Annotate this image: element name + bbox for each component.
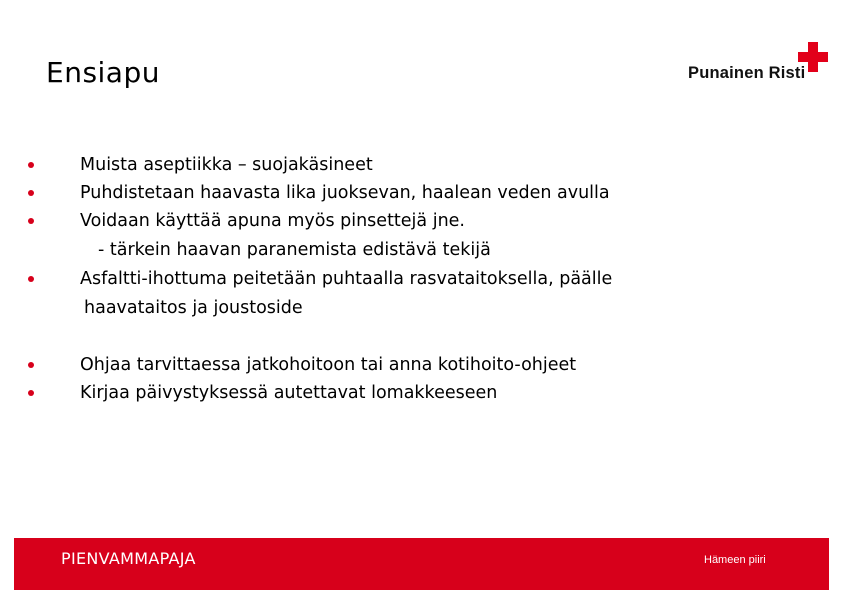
red-cross-logo: [688, 42, 828, 87]
footer-region: Hämeen piiri: [704, 554, 766, 566]
red-cross-icon: [798, 42, 828, 72]
bullet-icon: [28, 362, 34, 368]
list-item: Ohjaa tarvittaessa jatkohoitoon tai anna kotihoito-ohjeet: [80, 355, 577, 375]
logo-text: Punainen Risti: [688, 64, 806, 82]
slide-title: Ensiapu: [46, 56, 160, 89]
bullet-icon: [28, 390, 34, 396]
list-item: Kirjaa päivystyksessä autettavat lomakkeeseen: [80, 383, 498, 403]
list-item-continuation: haavataitos ja joustoside: [84, 298, 303, 318]
bullet-icon: [28, 276, 34, 282]
bullet-icon: [28, 190, 34, 196]
list-item: Muista aseptiikka – suojakäsineet: [80, 155, 373, 175]
bullet-icon: [28, 162, 34, 168]
list-item: Voidaan käyttää apuna myös pinsettejä jne.: [80, 211, 465, 231]
bullet-icon: [28, 218, 34, 224]
list-item-continuation: - tärkein haavan paranemista edistävä tekijä: [98, 240, 491, 260]
list-item: Asfaltti-ihottuma peitetään puhtaalla rasvataitoksella, päälle: [80, 269, 613, 289]
list-item: Puhdistetaan haavasta lika juoksevan, haalean veden avulla: [80, 183, 610, 203]
footer-bar: [14, 538, 829, 590]
footer-title: PIENVAMMAPAJA: [61, 549, 196, 568]
